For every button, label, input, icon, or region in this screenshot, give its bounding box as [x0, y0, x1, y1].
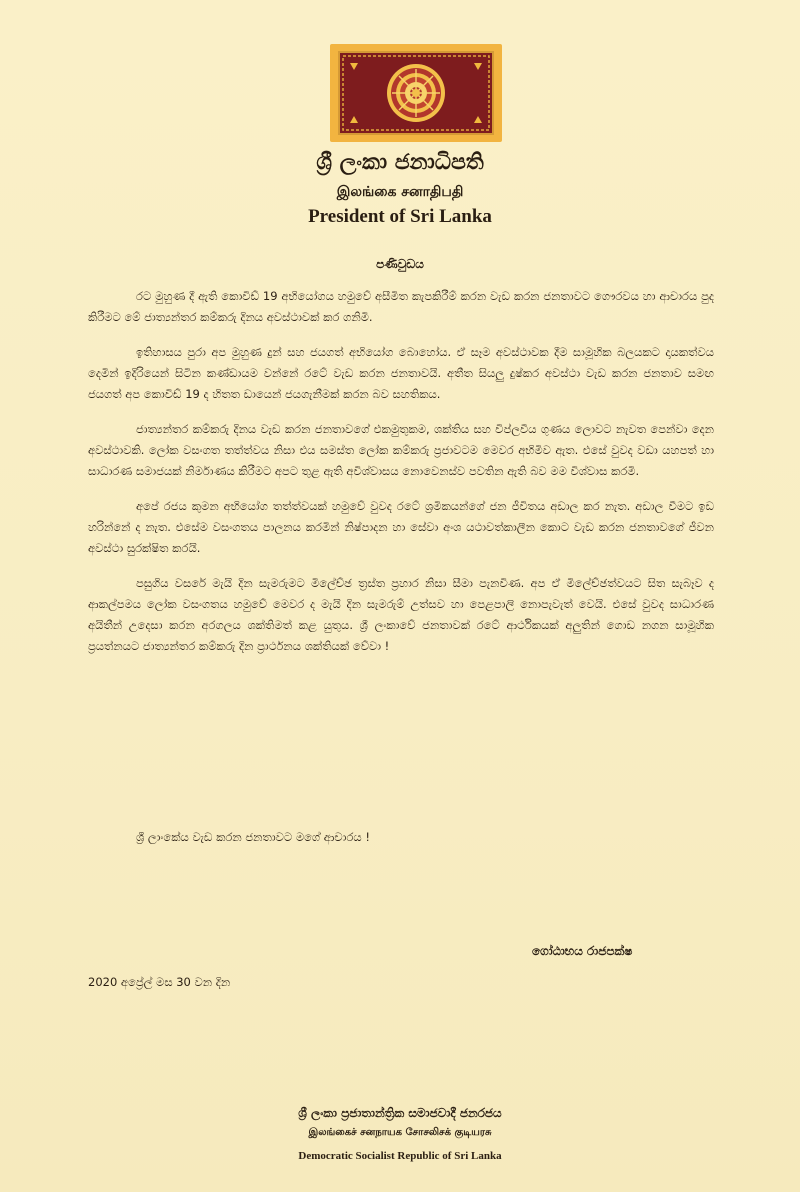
footer-english: Democratic Socialist Republic of Sri Lanka	[298, 1150, 502, 1162]
flag-field	[338, 51, 494, 135]
dharma-wheel-icon	[340, 53, 492, 133]
paragraph-5: පසුගිය වසරේ මැයි දින සැමරුමට මිලේච්ඡ ත්‍රස්ත ප්‍රහාර නිසා සීමා පැනවිණ. අප ඒ මිලේච්ඡත්වයට සිත සැබෑව ද ආකල්පමය ලෝක වසංගතය හමුවේ මෙවර ද මැයි දින සැමරුම් උත්සව හා පෙළපාලි නොපැවැත් වෙයි. එසේ වුවද සාධාරණ අයිතීන් උදෙසා කරන අරගලය ශක්තිමත් කළ යුතුය. ශ්‍රී ලංකාවේ ජනතාවක් රටේ ආර්ථිකයක් අලුතින් ගොඩ නගන සාමූහික ප්‍රයත්නයට ජාත්‍යන්තර කම්කරු දින ප්‍රාර්ථනය ශක්තියක් වේවා !	[88, 576, 714, 653]
signature-name: ගෝඨාභය රාජපක්ෂ	[532, 944, 633, 958]
footer-sinhala: ශ්‍රී ලංකා ප්‍රජාතාන්ත්‍රික සමාජවාදී ජනරජය	[298, 1106, 502, 1120]
title-english: President of Sri Lanka	[308, 206, 492, 227]
closing-line: ශ්‍රී ලාංකේය වැඩ කරන ජනතාවට මගේ ආචාරය !	[136, 830, 370, 844]
letter-date: 2020 අප්‍රේල් මස 30 වන දින	[88, 975, 231, 989]
paragraph-2: ඉතිහාසය පුරා අප මුහුණ දුන් සහ ජයගත් අභියෝග බොහෝය. ඒ සෑම අවස්ථාවක දීම සාමූහික බලයකට දායකත්වය දෙමින් ඉදිරියෙන් සිටින කණ්ඩායම වන්නේ රටේ වැඩ කරන ජනතාවයි. අතීත සියලු දුෂ්කර අවස්ථා වැඩ කරන ජනතාව සමඟ ජයගත් අප කොවිඩ් 19 ද හිතත ඩායෙන් ජයගැනීමක් කරන බව සහතිකය.	[88, 345, 714, 401]
paragraph-3: ජාත්‍යන්තර කම්කරු දිනය වැඩ කරන ජනතාවගේ එකමුතුකම, ශක්තිය සහ විප්ලවීය ගුණය ලොවට නැවත පෙන්වා දෙන අවස්ථාවකි. ලෝක වසංගත තත්ත්වය නිසා එය සමස්ත ලෝක කම්කරු ප්‍රජාවටම මෙවර අභිමිව ඇත. එසේ වුවද වඩා යහපත් හා සාධාරණ සමාජයක් නිර්මාණය කිරීමට අපට තුළ ඇති අවිශ්වාසය නොවෙනස්ව පවතින ඇති බව මම විශ්වාස කරමි.	[88, 422, 714, 478]
footer-tamil: இலங்கைச் சனநாயக சோசலிசக் குடியரசு	[308, 1127, 492, 1138]
title-tamil: இலங்கை சனாதிபதி	[336, 184, 464, 200]
paragraph-4: අපේ රජය කුමන අභියෝග තත්ත්වයක් හමුවේ වුවද රටේ ශ්‍රමිකයන්ගේ ජන ජීවිතය අඩාල කර නැත. අඩාල වීමට ඉඩ හරින්නේ ද නැත. එසේම වසංගතය පාලනය කරමින් නිෂ්පාදන හා සේවා අංශ යථාවත්කාලීන කොට වැඩ කරන ජනතාවගේ ජීවන අවස්ථා සුරක්ෂිත කරයි.	[88, 499, 714, 555]
message-body	[88, 286, 714, 671]
presidential-flag-emblem	[330, 44, 502, 142]
message-heading: පණිවුඩය	[376, 257, 424, 271]
paragraph-1: රට මුහුණ දී ඇති කොවිඩ් 19 අභියෝගය හමුවේ අසීමිත කැපකිරීම් කරන වැඩ කරන ජනතාවට ගෞරවය හා ආචාරය පුද කිරීමට මේ ජාත්‍යන්තර කම්කරු දිනය අවස්ථාවක් කර ගනිමි.	[88, 289, 714, 324]
title-sinhala: ශ්‍රී ලංකා ජනාධිපති	[316, 150, 484, 175]
